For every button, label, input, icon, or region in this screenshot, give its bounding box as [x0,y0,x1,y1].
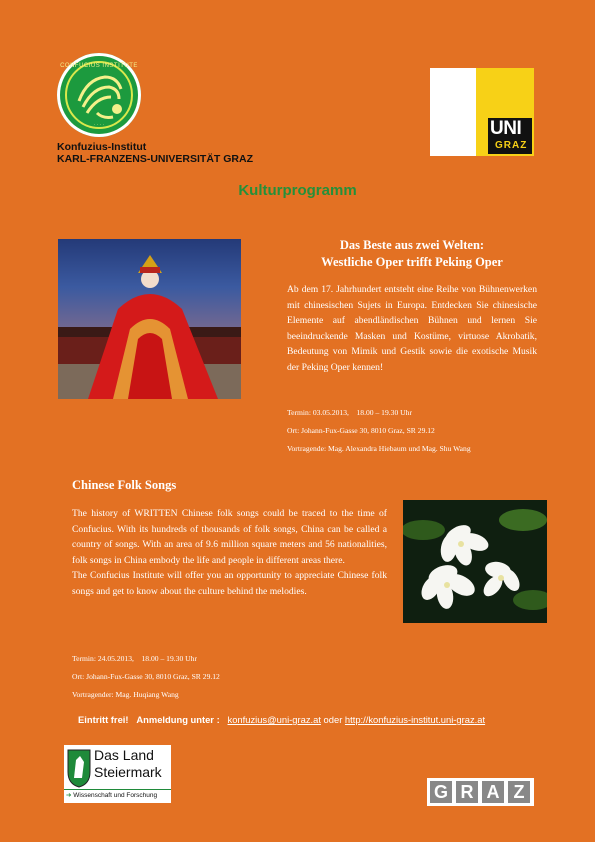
institute-name: Konfuzius-Institut [57,141,147,153]
graz-letter-r: R [456,781,478,803]
event1-description: Ab dem 17. Jahrhundert entsteht eine Reihe von Bühnenwerken mit chinesischen Sujets in Europa. Entdecken Sie chinesische Elemente auf abendländischen Bühnen und lernen Sie beeindruckende Masken und Kostüme, virtuose Akrobatik, Bedeutung von Mimik und Gestik sowie die exotische Musik der Peking Oper kennen! [287,284,537,373]
event2-title: Chinese Folk Songs [72,478,177,492]
oder-text: oder [323,714,343,725]
event1-title-line2: Westliche Oper trifft Peking Oper [321,255,503,269]
uni-graz-logo [430,68,534,156]
event2-description-p2: The Confucius Institute will offer you an opportunity to appreciate Chinese folk songs and get to know about the culture behind the melodies. [72,570,387,597]
uni-logo-top: UNI [490,118,522,139]
arrow-icon: ➔ [66,792,72,799]
event1-title-line1: Das Beste aus zwei Welten: [339,238,485,252]
event2-termin: Termin: 24.05.2013, 18.00 – 19.30 Uhr [72,654,197,663]
email-link[interactable]: konfuzius@uni-graz.at [227,714,321,725]
event1-details [287,407,547,455]
eintritt-frei: Eintritt frei! [78,714,129,725]
website-link[interactable]: http://konfuzius-institut.uni-graz.at [344,714,486,725]
land-line2: Steiermark [94,764,162,780]
event2-vortragender: Vortragender: Mag. Huqiang Wang [72,690,179,699]
anmeldung-label: Anmeldung unter : [136,714,220,725]
registration-line [78,714,485,725]
event2-description-p1: The history of WRITTEN Chinese folk songs could be traced to the time of Confucius. With its hundreds of thousands of folk songs, China can be called a country of songs. With an area of 9.6 million square meters and 56 nationalities, folk songs in China embody the life and people in different areas there. [72,508,387,566]
steiermark-crest-icon [66,748,92,788]
event1-vortragende: Vortragende: Mag. Alexandra Hiebaum und Mag. Shu Wang [287,444,471,453]
ci-logo-text: CONFUCIUS INSTITUTE [60,63,138,69]
event2-description [72,506,387,599]
uni-logo-bottom: GRAZ [495,140,528,151]
graz-city-logo [427,778,534,806]
graz-letter-g: G [430,781,452,803]
event2-details [72,653,372,701]
land-line3: Wissenschaft und Forschung [73,792,158,799]
confucius-institute-logo: CONFUCIUS INSTITUTE · · · · [57,53,141,137]
event1-title [287,237,537,271]
land-steiermark-logo [64,745,171,803]
peking-opera-image [58,239,241,399]
land-line3-row [66,791,157,799]
graz-letter-a: A [482,781,504,803]
graz-letter-z: Z [508,781,530,803]
event2-ort: Ort: Johann-Fux-Gasse 30, 8010 Graz, SR 29.12 [72,672,220,681]
program-title: Kulturprogramm [238,182,357,199]
university-name: KARL-FRANZENS-UNIVERSITÄT GRAZ [57,153,253,165]
institute-name-block [57,141,253,165]
land-line1: Das Land [94,747,154,763]
event1-termin: Termin: 03.05.2013, 18.00 – 19.30 Uhr [287,408,412,417]
event1-ort: Ort: Johann-Fux-Gasse 30, 8010 Graz, SR 29.12 [287,426,435,435]
jasmine-flower-image [403,500,547,623]
